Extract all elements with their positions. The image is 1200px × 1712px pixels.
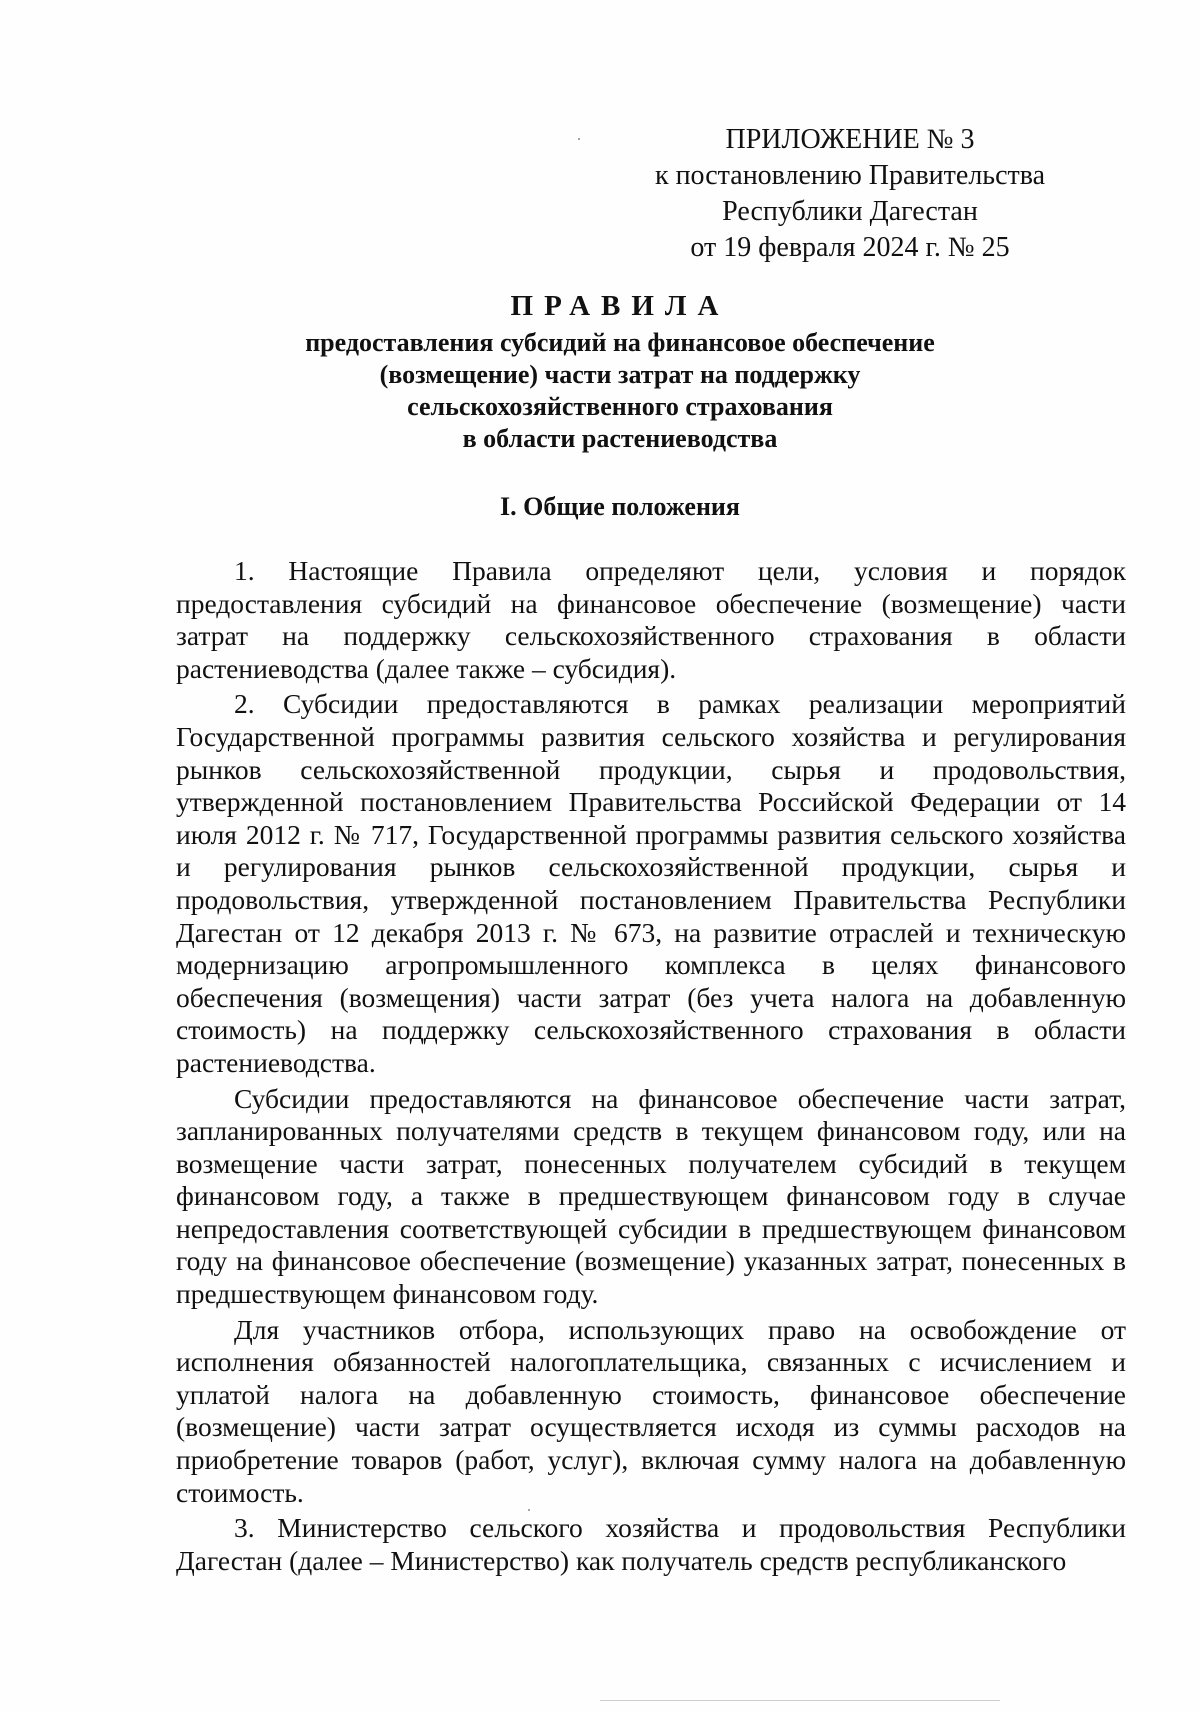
paragraph: 3. Министерство сельского хозяйства и продовольствия Республики Дагестан (далее – Министерство) как получатель средств республиканского [176, 1512, 1126, 1576]
title-subtitle-line: (возмещение) части затрат на поддержку [379, 360, 861, 389]
appendix-resolution: к постановлению Правительства [654, 160, 1046, 191]
title-main: ПРАВИЛА [510, 290, 730, 322]
document-title [160, 287, 1080, 455]
scan-artifact [600, 1700, 1000, 1701]
paragraph: Для участников отбора, использующих право на освобождение от исполнения обязанностей налогоплательщика, связанных с исчислением и уплатой налога на добавленную стоимость, финансовое обеспечение (возмещение) части затрат осуществляется исходя из суммы расходов на приобретение товаров (работ, услуг), включая сумму налога на добавленную стоимость. [176, 1313, 1126, 1508]
appendix-header [600, 122, 1100, 266]
scan-artifact [528, 1509, 530, 1511]
paragraph: 1. Настоящие Правила определяют цели, условия и порядок предоставления субсидий на финансовое обеспечение (возмещение) части затрат на поддержку сельскохозяйственного страхования в области растениеводства (далее также – субсидия). [176, 555, 1126, 684]
paragraph: 2. Субсидии предоставляются в рамках реализации мероприятий Государственной программы развития сельского хозяйства и регулирования рынков сельскохозяйственной продукции, сырья и продовольствия, утвержденной постановлением Правительства Российской Федерации от 14 июля 2012 г. № 717, Государственной программы развития сельского хозяйства и регулирования рынков сельскохозяйственной продукции, сырья и продовольствия, утвержденной постановлением Правительства Республики Дагестан от 12 декабря 2013 г. № 673, на развитие отраслей и техническую модернизацию агропромышленного комплекса в целях финансового обеспечения (возмещения) части затрат (без учета налога на добавленную стоимость) на поддержку сельскохозяйственного страхования в области растениеводства. [176, 688, 1126, 1078]
appendix-date: от 19 февраля 2024 г. № 25 [690, 232, 1010, 263]
title-subtitle-line: в области растениеводства [462, 424, 778, 453]
section-heading: I. Общие положения [500, 492, 740, 521]
title-subtitle-line: предоставления субсидий на финансовое обеспечение [305, 328, 935, 357]
document-body [176, 555, 1126, 1580]
scan-artifact [578, 138, 580, 140]
appendix-number: ПРИЛОЖЕНИЕ № 3 [725, 124, 975, 155]
paragraph: Субсидии предоставляются на финансовое обеспечение части затрат, запланированных получателями средств в текущем финансовом году, или на возмещение части затрат, понесенных получателем субсидий в текущем финансовом году, а также в предшествующем финансовом году в случае непредоставления соответствующей субсидии в предшествующем финансовом году на финансовое обеспечение (возмещение) указанных затрат, понесенных в предшествующем финансовом году. [176, 1082, 1126, 1310]
appendix-republic: Республики Дагестан [722, 196, 978, 227]
title-subtitle-line: сельскохозяйственного страхования [407, 392, 833, 421]
